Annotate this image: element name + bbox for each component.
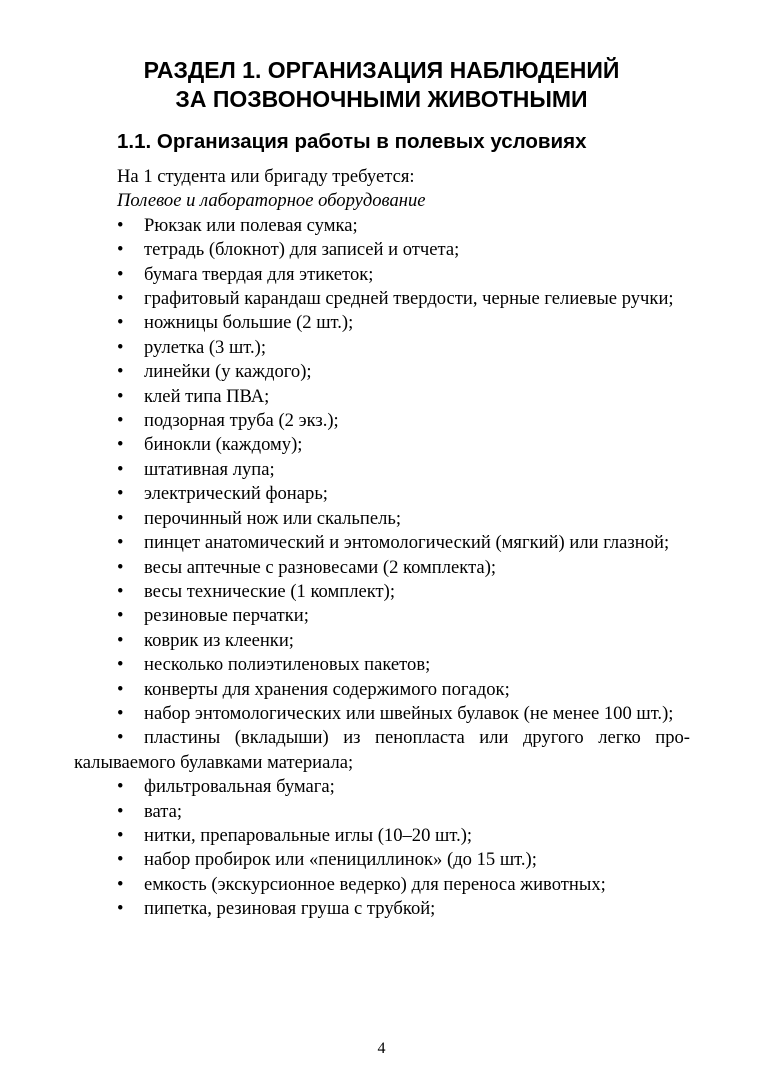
list-item-text: электрический фонарь; xyxy=(144,483,328,505)
list-item xyxy=(74,726,690,775)
list-item-text: подзорная труба (2 экз.); xyxy=(144,410,339,432)
list-item xyxy=(74,433,690,457)
bullet-icon: • xyxy=(117,458,124,480)
list-item xyxy=(74,263,690,287)
list-item-text: бинокли (каждому); xyxy=(144,434,303,456)
list-item-text: конверты для хранения содержимого погадок; xyxy=(144,678,510,700)
document-body xyxy=(74,165,690,922)
list-item xyxy=(74,556,690,580)
list-item xyxy=(74,531,690,555)
list-item-text: фильтровальная бумага; xyxy=(144,776,335,798)
list-item xyxy=(74,580,690,604)
list-item xyxy=(74,604,690,628)
list-item xyxy=(74,800,690,824)
subsection-title: 1.1. Организация работы в полевых условиях xyxy=(117,130,587,153)
bullet-icon: • xyxy=(117,214,124,236)
bullet-icon: • xyxy=(117,678,124,700)
list-item-text: пипетка, резиновая груша с трубкой; xyxy=(144,898,436,920)
bullet-icon: • xyxy=(117,605,124,627)
list-item-text: тетрадь (блокнот) для записей и отчета; xyxy=(144,239,460,261)
list-item xyxy=(74,873,690,897)
list-item xyxy=(74,409,690,433)
list-item-text: перочинный нож или скальпель; xyxy=(144,507,402,529)
page-number: 4 xyxy=(377,1040,386,1057)
list-item xyxy=(74,897,690,921)
bullet-icon: • xyxy=(117,629,124,651)
list-item xyxy=(74,507,690,531)
list-item-text: графитовый карандаш средней твердости, черные гелиевые ручки; xyxy=(144,288,674,310)
list-item xyxy=(74,848,690,872)
list-item-text: ножницы большие (2 шт.); xyxy=(144,312,354,334)
list-item-text: пластины (вкладыши) из пенопласта или другого легко про-калываемого булавками материала; xyxy=(74,727,690,773)
list-item xyxy=(74,775,690,799)
bullet-icon: • xyxy=(117,410,124,432)
bullet-icon: • xyxy=(117,654,124,676)
bullet-icon: • xyxy=(117,239,124,261)
list-item-text: весы технические (1 комплект); xyxy=(144,580,396,602)
bullet-icon: • xyxy=(117,263,124,285)
bullet-icon: • xyxy=(117,288,124,310)
list-item-text: емкость (экскурсионное ведерко) для переноса животных; xyxy=(144,873,606,895)
list-item-text: набор энтомологических или швейных булавок (не менее 100 шт.); xyxy=(144,702,674,724)
list-item xyxy=(74,629,690,653)
section-title-line-1: РАЗДЕЛ 1. ОРГАНИЗАЦИЯ НАБЛЮДЕНИЙ xyxy=(143,57,620,83)
bullet-icon: • xyxy=(117,727,124,749)
list-item xyxy=(74,482,690,506)
list-item xyxy=(74,678,690,702)
list-item-text: Рюкзак или полевая сумка; xyxy=(144,214,358,236)
equipment-category-heading: Полевое и лабораторное оборудование xyxy=(117,190,426,212)
bullet-icon: • xyxy=(117,336,124,358)
bullet-icon: • xyxy=(117,556,124,578)
bullet-icon: • xyxy=(117,507,124,529)
list-item-text: весы аптечные с разновесами (2 комплекта); xyxy=(144,556,497,578)
list-item-text: рулетка (3 шт.); xyxy=(144,336,267,358)
bullet-icon: • xyxy=(117,312,124,334)
equipment-list xyxy=(74,214,690,922)
bullet-icon: • xyxy=(117,483,124,505)
list-item-text: коврик из клеенки; xyxy=(144,629,294,651)
list-item-text: клей типа ПВА; xyxy=(144,385,270,407)
list-item xyxy=(74,214,690,238)
list-item xyxy=(74,824,690,848)
intro-paragraph: На 1 студента или бригаду требуется: xyxy=(117,166,415,187)
list-item xyxy=(74,287,690,311)
list-item xyxy=(74,238,690,262)
list-item-text: вата; xyxy=(144,800,183,822)
list-item-text: набор пробирок или «пенициллинок» (до 15 шт.); xyxy=(144,849,537,871)
bullet-icon: • xyxy=(117,849,124,871)
bullet-icon: • xyxy=(117,873,124,895)
bullet-icon: • xyxy=(117,434,124,456)
bullet-icon: • xyxy=(117,898,124,920)
list-item xyxy=(74,653,690,677)
list-item xyxy=(74,360,690,384)
list-item-text: штативная лупа; xyxy=(144,458,275,480)
bullet-icon: • xyxy=(117,580,124,602)
list-item-text: линейки (у каждого); xyxy=(144,361,312,383)
list-item-text: резиновые перчатки; xyxy=(144,605,309,627)
list-item xyxy=(74,458,690,482)
list-item-text: пинцет анатомический и энтомологический (мягкий) или глазной; xyxy=(144,532,670,554)
list-item xyxy=(74,336,690,360)
list-item-text: несколько полиэтиленовых пакетов; xyxy=(144,654,431,676)
bullet-icon: • xyxy=(117,800,124,822)
bullet-icon: • xyxy=(117,824,124,846)
bullet-icon: • xyxy=(117,385,124,407)
bullet-icon: • xyxy=(117,702,124,724)
list-item-text: бумага твердая для этикеток; xyxy=(144,263,374,285)
list-item xyxy=(74,385,690,409)
section-title xyxy=(0,56,763,114)
section-title-line-2: ЗА ПОЗВОНОЧНЫМИ ЖИВОТНЫМИ xyxy=(175,86,588,112)
bullet-icon: • xyxy=(117,532,124,554)
list-item xyxy=(74,702,690,726)
list-item xyxy=(74,311,690,335)
list-item-text: нитки, препаровальные иглы (10–20 шт.); xyxy=(144,824,473,846)
bullet-icon: • xyxy=(117,361,124,383)
bullet-icon: • xyxy=(117,776,124,798)
